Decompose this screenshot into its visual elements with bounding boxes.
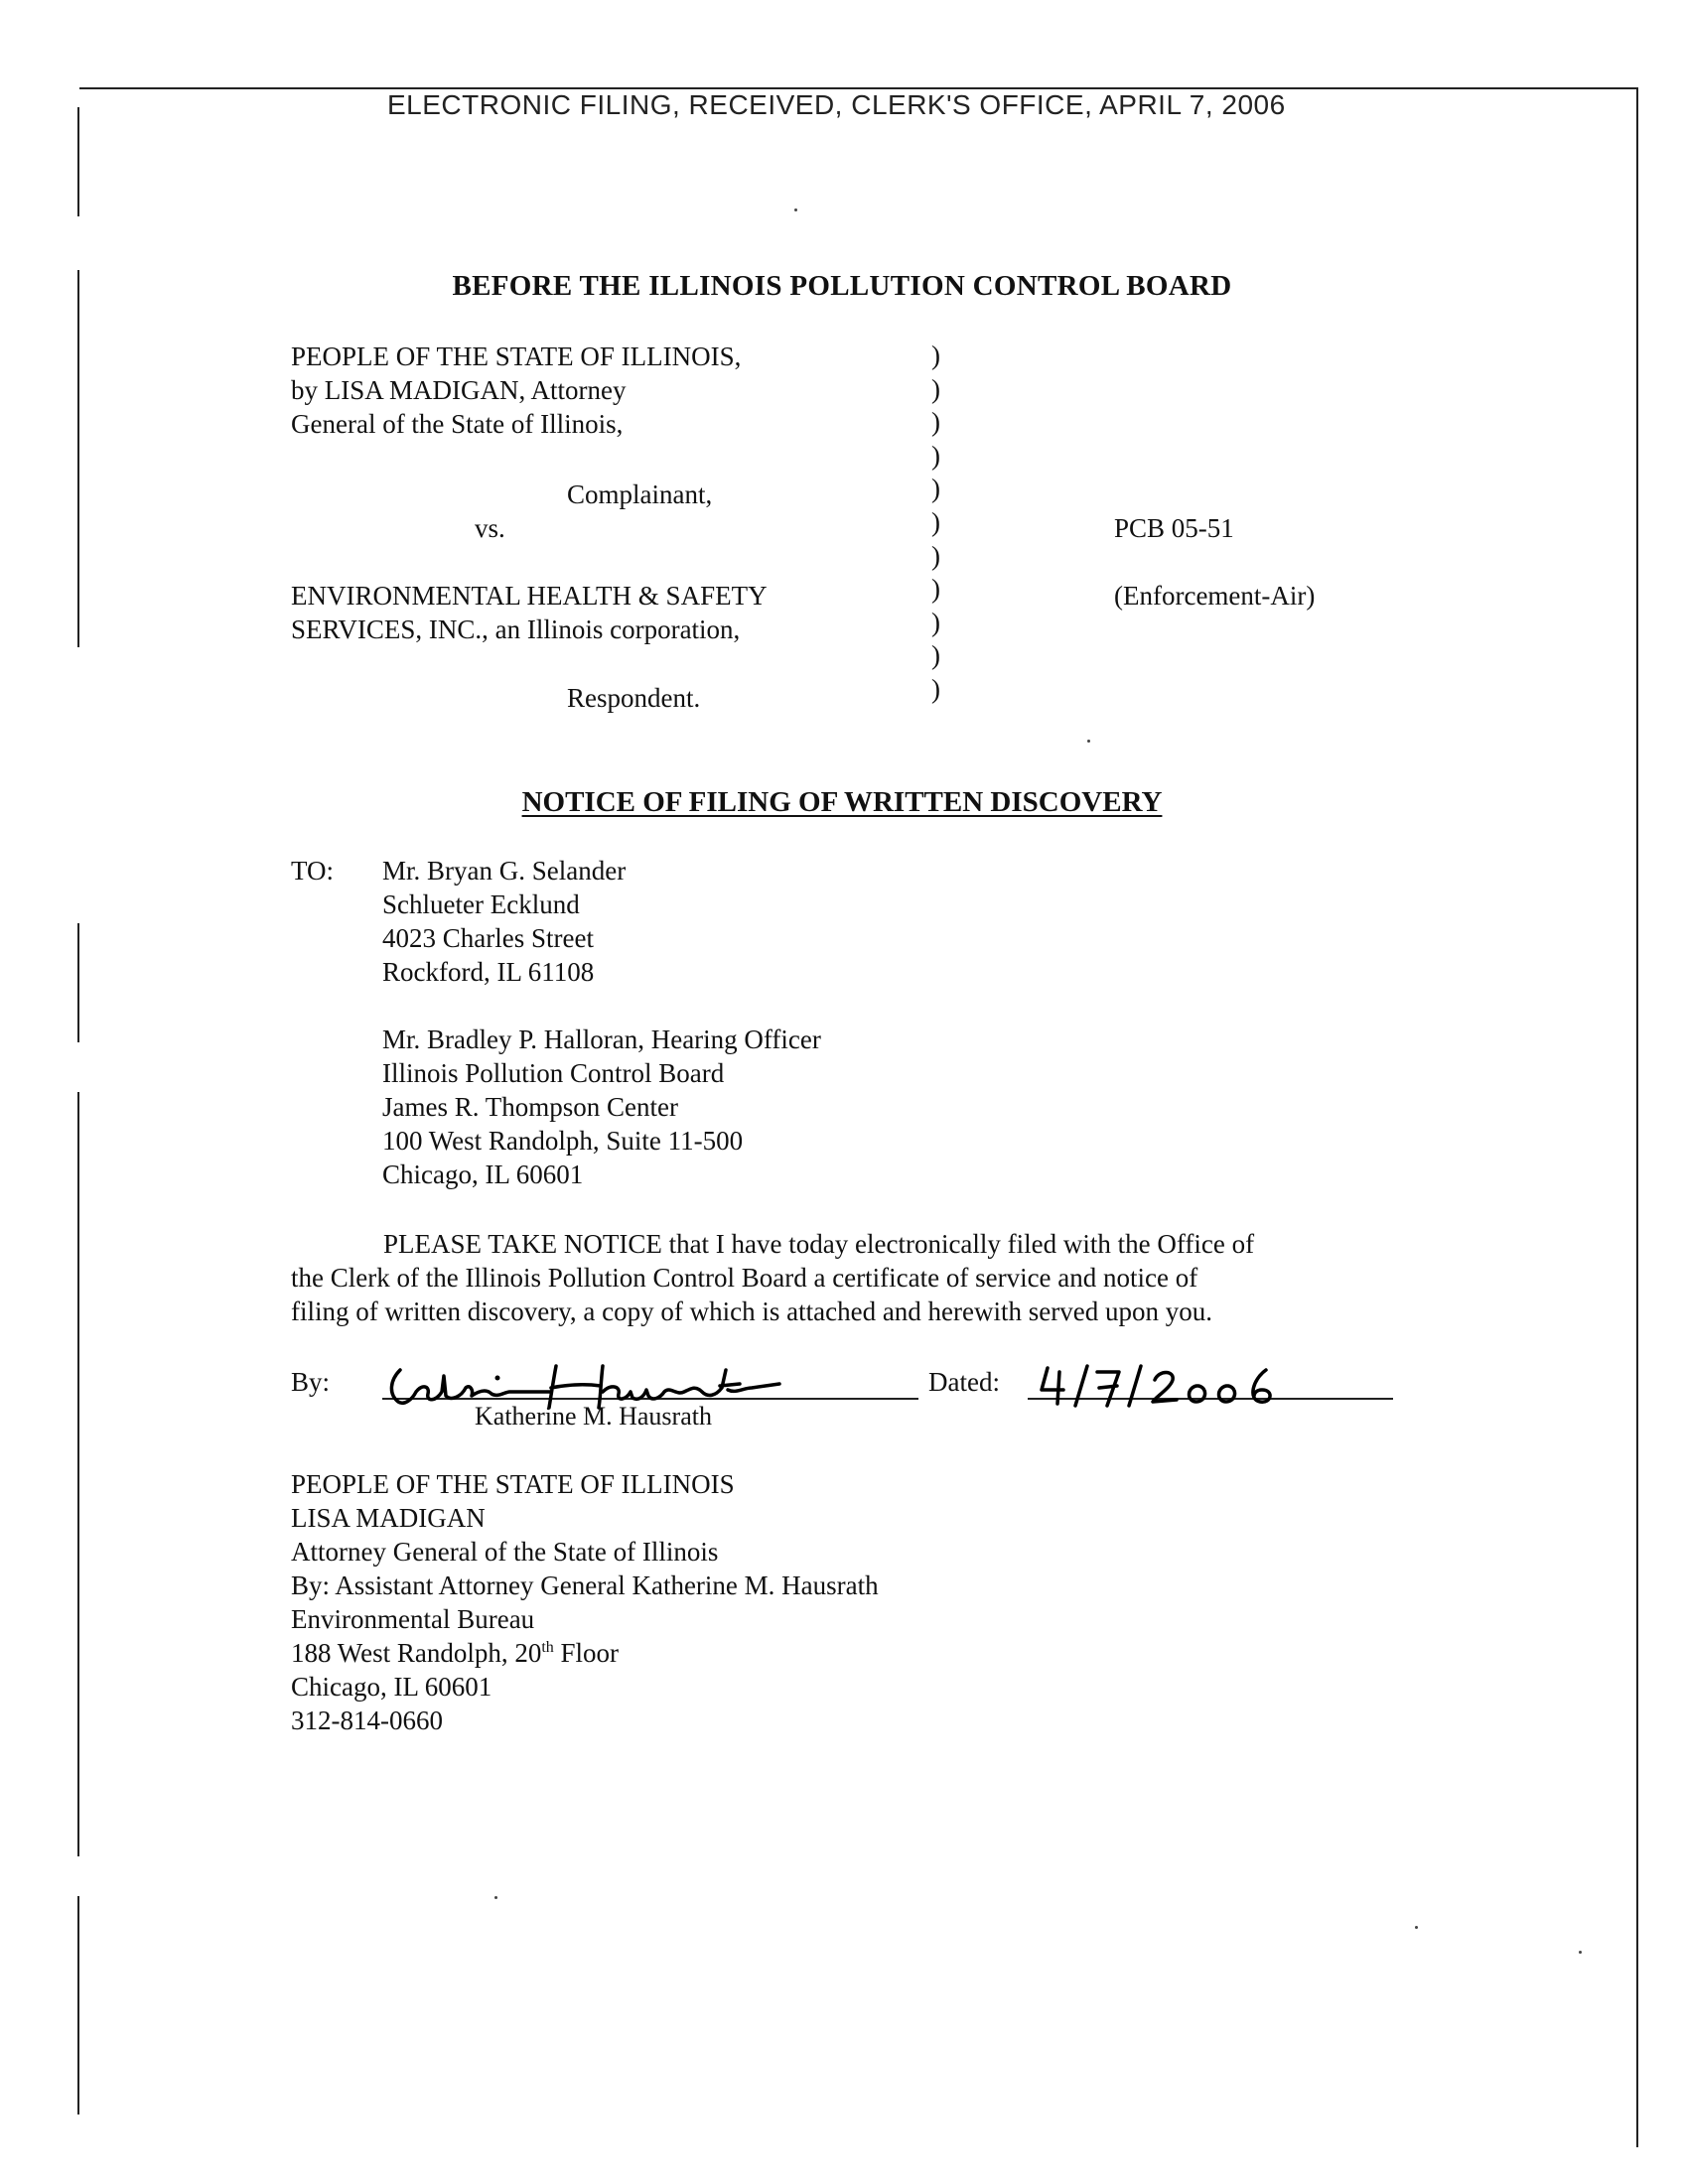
plaintiff-line: General of the State of Illinois,: [291, 409, 624, 439]
address-street: 188 West Randolph, 20: [291, 1638, 542, 1668]
caption-paren: ): [931, 341, 940, 370]
case-type: (Enforcement-Air): [1114, 581, 1316, 611]
notice-paragraph: [291, 1227, 1254, 1328]
recipient-line: James R. Thompson Center: [382, 1092, 678, 1122]
caption-paren: ): [931, 640, 940, 671]
paragraph-line: filing of written discovery, a copy of which is attached and herewith served upon you.: [291, 1297, 1212, 1326]
caption-paren: ): [931, 440, 940, 471]
caption-paren: ): [931, 574, 940, 605]
frame-right-border: [1636, 87, 1638, 2147]
attorney-address: [291, 1636, 879, 1670]
scan-speck: [1579, 1951, 1582, 1954]
defendant-line: SERVICES, INC., an Illinois corporation,: [291, 614, 741, 644]
filing-stamp: ELECTRONIC FILING, RECEIVED, CLERK'S OFFICE, APRIL 7, 2006: [387, 89, 1286, 120]
versus-label: vs.: [475, 513, 505, 543]
scan-speck: [1087, 740, 1090, 743]
plaintiff-line: PEOPLE OF THE STATE OF ILLINOIS,: [291, 341, 742, 371]
caption-paren: ): [931, 474, 940, 504]
scan-speck: [1415, 1926, 1418, 1929]
caption-paren: ): [931, 373, 940, 404]
attorney-line: PEOPLE OF THE STATE OF ILLINOIS: [291, 1469, 735, 1499]
paragraph-line: the Clerk of the Illinois Pollution Control Board a certificate of service and notice of: [291, 1263, 1198, 1293]
handwritten-date: [1028, 1362, 1355, 1408]
recipient-selander: [382, 854, 626, 989]
attorney-line: Attorney General of the State of Illinois: [291, 1537, 719, 1567]
attorney-phone: 312-814-0660: [291, 1706, 443, 1735]
caption-paren: ): [931, 540, 940, 571]
recipient-halloran: [382, 1023, 821, 1191]
defendant-line: ENVIRONMENTAL HEALTH & SAFETY: [291, 581, 768, 611]
defendant-block: [291, 579, 768, 646]
notice-title: NOTICE OF FILING OF WRITTEN DISCOVERY: [521, 786, 1163, 818]
plaintiff-block: [291, 340, 741, 441]
to-label: TO:: [291, 856, 335, 886]
complainant-label: Complainant,: [567, 479, 713, 509]
recipient-line: Mr. Bryan G. Selander: [382, 856, 627, 886]
recipient-line: Mr. Bradley P. Halloran, Hearing Officer: [382, 1024, 821, 1054]
frame-left-border: [77, 1092, 79, 1856]
plaintiff-line: by LISA MADIGAN, Attorney: [291, 375, 627, 405]
attorney-block: [291, 1467, 879, 1737]
attorney-line: LISA MADIGAN: [291, 1503, 486, 1533]
recipient-line: Schlueter Ecklund: [382, 889, 580, 919]
scan-speck: [494, 1896, 497, 1899]
case-number: PCB 05-51: [1114, 513, 1234, 543]
caption-parenthesis-column: [931, 340, 940, 707]
recipient-line: 4023 Charles Street: [382, 923, 594, 953]
caption-paren: ): [931, 407, 940, 438]
frame-left-border: [77, 270, 79, 647]
recipient-line: Rockford, IL 61108: [382, 957, 595, 987]
address-floor: Floor: [553, 1638, 620, 1668]
caption-paren: ): [931, 607, 940, 637]
signer-name: Katherine M. Hausrath: [475, 1402, 712, 1431]
recipient-line: Chicago, IL 60601: [382, 1160, 584, 1189]
caption-paren: ): [931, 506, 940, 537]
dated-label: Dated:: [928, 1367, 1000, 1397]
attorney-line: By: Assistant Attorney General Katherine M. Hausrath: [291, 1570, 879, 1600]
paragraph-line: PLEASE TAKE NOTICE that I have today electronically filed with the Office of: [383, 1229, 1255, 1259]
by-label: By:: [291, 1367, 331, 1397]
attorney-line: Environmental Bureau: [291, 1604, 535, 1634]
frame-left-border: [77, 1896, 79, 2115]
board-heading: BEFORE THE ILLINOIS POLLUTION CONTROL BOARD: [452, 270, 1232, 302]
frame-left-border: [77, 923, 79, 1042]
recipient-line: Illinois Pollution Control Board: [382, 1058, 725, 1088]
attorney-city: Chicago, IL 60601: [291, 1672, 492, 1702]
scan-speck: [794, 208, 797, 211]
address-ordinal: th: [541, 1639, 554, 1656]
recipient-line: 100 West Randolph, Suite 11-500: [382, 1126, 744, 1156]
caption-paren: ): [931, 673, 940, 704]
frame-left-border: [77, 107, 79, 216]
respondent-label: Respondent.: [567, 683, 701, 713]
